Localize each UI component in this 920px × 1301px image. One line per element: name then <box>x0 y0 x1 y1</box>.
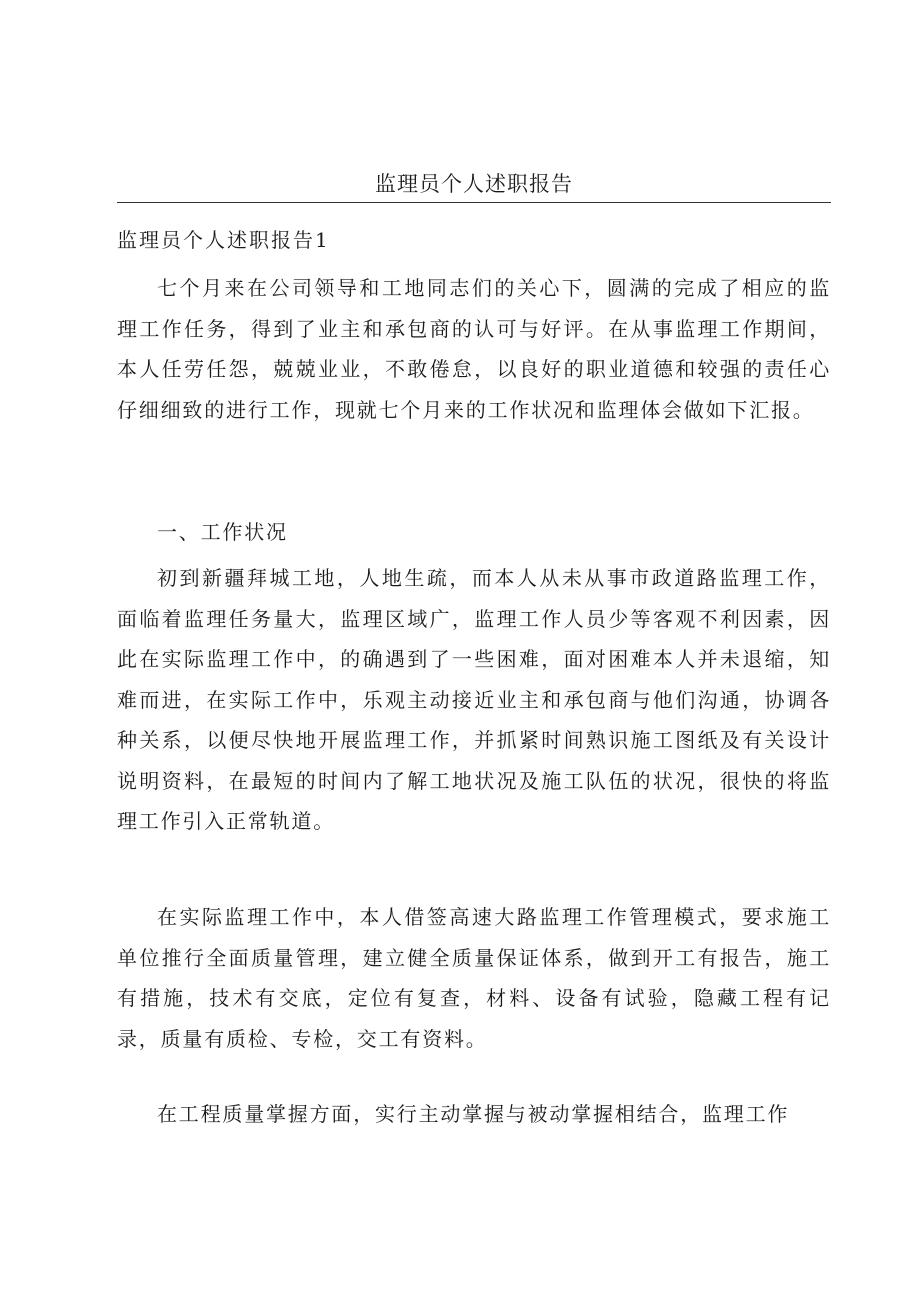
section-subtitle: 监理员个人述职报告1 <box>117 228 330 252</box>
section-heading-work-status: 一、工作状况 <box>157 520 288 544</box>
paragraph-management-model: 在实际监理工作中，本人借签高速大路监理工作管理模式，要求施工单位推行全面质量管理，建立健全质量保证体系，做到开工有报告，施工有措施，技术有交底，定位有复查，材料、设备有试验，隐藏工程有记录，质量有质检、专检，交工有资料。 <box>117 905 831 1051</box>
paragraph-arrival: 初到新疆拜城工地，人地生疏，而本人从未从事市政道路监理工作，面临着监理任务量大，监理区域广，监理工作人员少等客观不利因素，因此在实际监理工作中，的确遇到了一些困难，面对困难本人并未退缩，知难而进，在实际工作中，乐观主动接近业主和承包商与他们沟通，协调各种关系，以便尽快地开展监理工作，并抓紧时间熟识施工图纸及有关设计说明资料，在最短的时间内了解工地状况及施工队伍的状况，很快的将监理工作引入正常轨道。 <box>117 566 831 833</box>
page-title: 监理员个人述职报告 <box>375 172 573 196</box>
paragraph-intro: 七个月来在公司领导和工地同志们的关心下，圆满的完成了相应的监理工作任务，得到了业主和承包商的认可与好评。在从事监理工作期间，本人任劳任怨，兢兢业业，不敢倦怠，以良好的职业道德和较强的责任心仔细细致的进行工作，现就七个月来的工作状况和监理体会做如下汇报。 <box>117 276 831 422</box>
paragraph-quality-control: 在工程质量掌握方面，实行主动掌握与被动掌握相结合，监理工作 <box>157 1102 790 1126</box>
document-header <box>117 168 831 203</box>
